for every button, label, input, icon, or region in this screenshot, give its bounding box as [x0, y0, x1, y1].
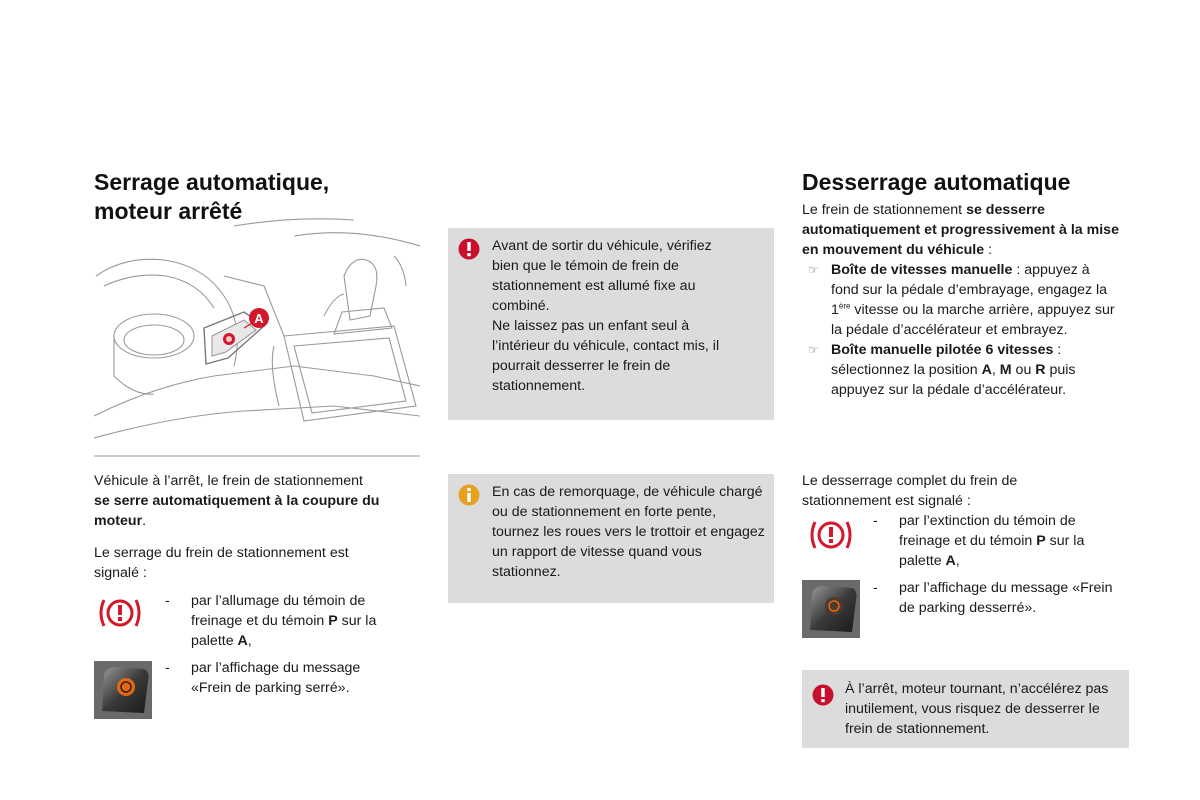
warning-right-text: À l’arrêt, moteur tournant, n’accélérez pas inutilement, vous risquez de desserrer le frein de stationnement. [845, 681, 1109, 737]
info-icon [458, 484, 480, 506]
right-item1 [899, 511, 1114, 571]
left-item1-a: par l’allumage du témoin de freinage et du témoin [191, 593, 366, 629]
right-item1-d: A [945, 553, 956, 569]
right-bullet2-pos-r: R [1035, 362, 1046, 378]
right-item1-a: par l’extinction du témoin de freinage et du témoin [899, 513, 1076, 549]
right-item1-b: P [1036, 533, 1046, 549]
warning-note-middle [448, 228, 774, 420]
left-item1-e: , [247, 633, 252, 649]
brake-warning-icon [807, 518, 855, 552]
pointing-hand-icon: ☞ [808, 343, 819, 357]
right-bullet2-sep: , [991, 362, 1000, 378]
right-item1-dash: - [873, 513, 878, 529]
right-bullet2-a: : sélectionnez la position [831, 342, 1062, 378]
left-item1-b: P [328, 613, 338, 629]
callout-a-label: A [254, 311, 264, 326]
left-item1-dash: - [165, 593, 170, 609]
parking-paddle-icon [802, 580, 860, 638]
right-bullet1-sup: ère [838, 301, 851, 311]
right-intro-c: : [984, 242, 993, 258]
brake-warning-icon [96, 596, 144, 630]
parking-paddle-icon [94, 661, 152, 719]
right-intro-a: Le frein de stationnement [802, 202, 967, 218]
left-para1 [94, 471, 414, 531]
exclamation-icon [812, 684, 834, 706]
pointing-hand-icon: ☞ [808, 263, 819, 277]
info-note-middle [448, 474, 774, 603]
info-middle-text: En cas de remorquage, de véhicule chargé ou de stationnement en forte pente, tournez les roues vers le trottoir et engagez un rapport de vitesse quand vous stationnez. [492, 484, 765, 580]
right-item2: par l’affichage du message «Frein de parking desserré». [899, 580, 1113, 616]
right-item1-c: sur la palette [899, 533, 1085, 569]
right-item2-dash: - [873, 580, 878, 596]
right-bullet1 [802, 260, 1120, 340]
right-bullet2-b: puis appuyez sur la pédale d’accélérateur. [831, 362, 1076, 398]
left-para1-b: se serre automatiquement à la coupure du moteur [94, 493, 380, 529]
console-illustration [94, 216, 420, 458]
left-para2: Le serrage du frein de stationnement est signalé : [94, 545, 349, 581]
left-title-line2: moteur arrêté [94, 198, 243, 224]
left-para1-c: . [142, 513, 147, 529]
right-intro [802, 200, 1120, 400]
right-intro-b: se desserre automatiquement et progressivement à la mise en mouvement du véhicule [802, 202, 1119, 258]
left-item1-c: sur la palette [191, 613, 377, 649]
right-para2: Le desserrage complet du frein de stationnement est signalé : [802, 473, 1018, 509]
right-bullet2-label: Boîte manuelle pilotée 6 vitesses [831, 342, 1054, 358]
warning-middle-line1: Avant de sortir du véhicule, vérifiez bien que le témoin de frein de stationnement est allumé fixe au combiné. [492, 238, 712, 314]
exclamation-icon [458, 238, 480, 260]
right-item1-e: , [955, 553, 960, 569]
right-bullet2 [802, 340, 1120, 400]
warning-note-right [802, 670, 1129, 748]
right-bullet1-label: Boîte de vitesses manuelle [831, 262, 1013, 278]
left-para1-a: Véhicule à l’arrêt, le frein de stationnement [94, 473, 363, 489]
right-bullet1-a: : appuyez à fond sur la pédale d’embrayage, engagez la 1 [831, 262, 1108, 318]
right-bullet2-or: ou [1011, 362, 1036, 378]
right-bullet2-pos-m: M [999, 362, 1012, 378]
left-item1-d: A [237, 633, 248, 649]
warning-middle-line2: Ne laissez pas un enfant seul à l’intérieur du véhicule, contact mis, il pourrait desserrer le frein de stationnement. [492, 318, 720, 394]
right-bullet1-b: vitesse ou la marche arrière, appuyez sur la pédale d’accélérateur et embrayez. [831, 302, 1115, 338]
right-title: Desserrage automatique [802, 169, 1071, 195]
right-bullet2-pos-a: A [981, 362, 992, 378]
left-item1 [191, 591, 401, 651]
left-item2-dash: - [165, 660, 170, 676]
left-title-line1: Serrage automatique, [94, 169, 330, 195]
left-item2: par l’affichage du message «Frein de parking serré». [191, 660, 361, 696]
